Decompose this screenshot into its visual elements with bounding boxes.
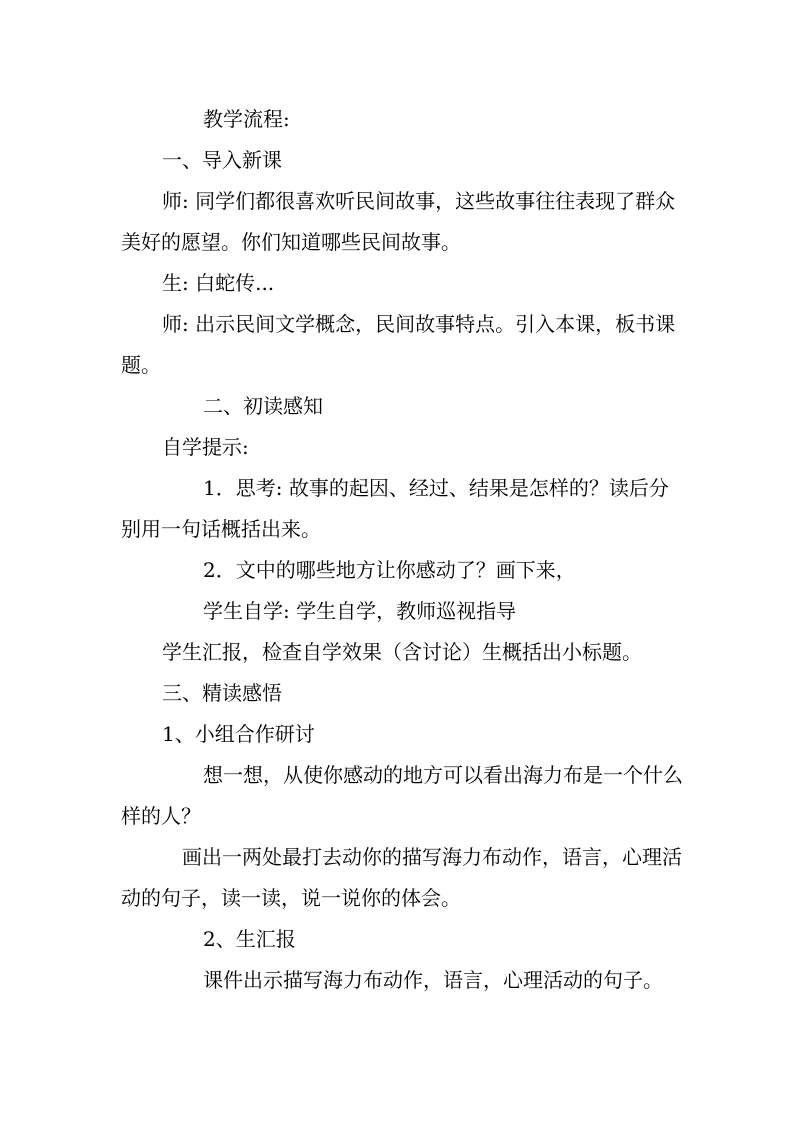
text-line: 美好的愿望。你们知道哪些民间故事。 — [121, 230, 461, 254]
text-line: 学生自学: 学生自学，教师巡视指导 — [203, 599, 517, 623]
text-line: 题。 — [121, 353, 161, 377]
text-line: 别用一句话概括出来。 — [121, 517, 321, 541]
section-heading: 三、精读感悟 — [162, 681, 282, 705]
subsection-heading: 1、小组合作研讨 — [162, 722, 315, 746]
text-line: 2．文中的哪些地方让你感动了？画下来， — [203, 558, 576, 582]
text-line: 学生汇报，检查自学效果（含讨论）生概括出小标题。 — [162, 640, 642, 664]
section-heading: 一、导入新课 — [162, 148, 282, 172]
text-line: 想一想，从使你感动的地方可以看出海力布是一个什么 — [203, 763, 683, 787]
text-line: 教学流程: — [203, 107, 290, 131]
section-heading: 二、初读感知 — [203, 394, 323, 418]
text-line: 师: 出示民间文学概念，民间故事特点。引入本课，板书课 — [162, 312, 676, 336]
subsection-heading: 2、生汇报 — [203, 927, 296, 951]
text-line: 生: 白蛇传... — [162, 271, 275, 295]
text-line: 画出一两处最打去动你的描写海力布动作，语言，心理活 — [182, 845, 682, 869]
text-line: 样的人？ — [121, 804, 201, 828]
text-line: 1．思考: 故事的起因、经过、结果是怎样的？读后分 — [203, 476, 669, 500]
text-line: 动的句子，读一读，说一说你的体会。 — [121, 886, 461, 910]
text-line: 师: 同学们都很喜欢听民间故事，这些故事往往表现了群众 — [162, 189, 676, 213]
text-line: 自学提示: — [162, 435, 249, 459]
text-line: 课件出示描写海力布动作，语言，心理活动的句子。 — [203, 968, 663, 992]
